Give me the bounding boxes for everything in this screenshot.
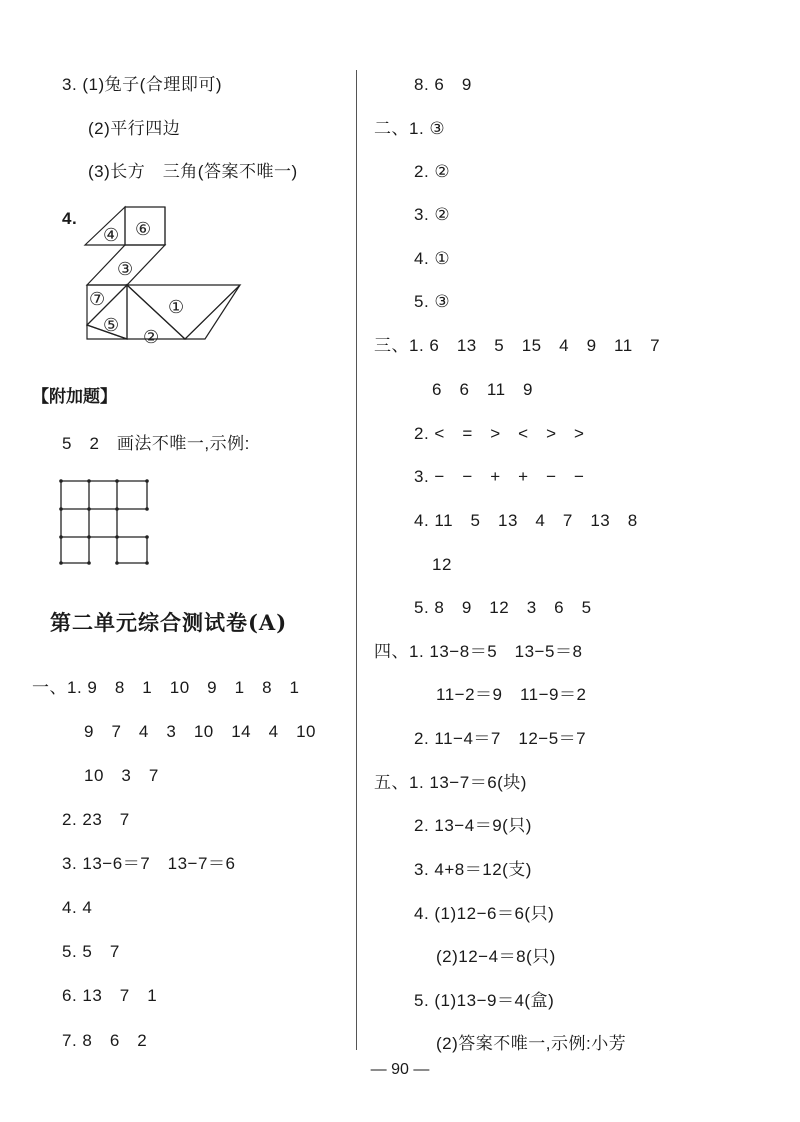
s5-q4-part1: 4. (1)12−6＝6(只) <box>414 904 555 923</box>
s5-q3: 3. 4+8＝12(支) <box>414 860 532 879</box>
s5-q4-part2: (2)12−4＝8(只) <box>436 947 556 966</box>
s2-q5: 5. ③ <box>414 292 451 311</box>
answer-3-1: 3. (1)兔子(合理即可) <box>62 75 222 94</box>
s4-q1-line1: 四、1. 13−8＝5 13−5＝8 <box>374 642 583 661</box>
s2-q4: 4. ① <box>414 249 451 268</box>
s1-q1-line1: 一、1. 9 8 1 10 9 1 8 1 <box>32 678 300 697</box>
s3-q1-line1: 三、1. 6 13 5 15 4 9 11 7 <box>374 336 661 355</box>
s1-q1-line3: 10 3 7 <box>84 766 159 785</box>
s3-q5: 5. 8 9 12 3 6 5 <box>414 598 592 617</box>
s5-q5-part1: 5. (1)13−9＝4(盒) <box>414 991 555 1010</box>
bonus-grid-drawing <box>58 478 154 566</box>
answer-3-2: (2)平行四边 <box>88 119 181 138</box>
s5-q2: 2. 13−4＝9(只) <box>414 816 532 835</box>
s3-q4-line2: 12 <box>432 555 452 574</box>
column-divider <box>356 70 357 1050</box>
s3-q2: 2. < = > < > > <box>414 424 585 443</box>
tangram-label-6: ⑥ <box>135 219 152 240</box>
tangram-label-7: ⑦ <box>89 289 106 310</box>
bonus-header: 【附加题】 <box>32 387 117 407</box>
unit-title: 第二单元综合测试卷(A) <box>50 610 288 635</box>
s1-q8: 8. 6 9 <box>414 75 472 94</box>
s5-q5-part2: (2)答案不唯一,示例:小芳 <box>436 1034 627 1053</box>
s1-q2: 2. 23 7 <box>62 810 130 829</box>
answer-3-3: (3)长方 三角(答案不唯一) <box>88 162 298 181</box>
s5-q1: 五、1. 13−7＝6(块) <box>374 773 527 792</box>
page-number: — 90 — <box>370 1061 430 1078</box>
tangram-label-2: ② <box>143 327 160 348</box>
bonus-answer: 5 2 画法不唯一,示例: <box>62 434 250 453</box>
s4-q2: 2. 11−4＝7 12−5＝7 <box>414 729 587 748</box>
s1-q7: 7. 8 6 2 <box>62 1031 148 1050</box>
s3-q1-line2: 6 6 11 9 <box>432 380 534 399</box>
s1-q6: 6. 13 7 1 <box>62 986 158 1005</box>
tangram-label-1: ① <box>168 297 185 318</box>
s2-q2: 2. ② <box>414 162 451 181</box>
tangram-label-4: ④ <box>103 225 120 246</box>
answer-4-label: 4. <box>62 209 78 228</box>
s1-q4: 4. 4 <box>62 898 93 917</box>
tangram-label-5: ⑤ <box>103 315 120 336</box>
s2-q3: 3. ② <box>414 205 451 224</box>
s1-q3: 3. 13−6＝7 13−7＝6 <box>62 854 236 873</box>
tangram-label-3: ③ <box>117 259 134 280</box>
s3-q4-line1: 4. 11 5 13 4 7 13 8 <box>414 511 638 530</box>
s4-q1-line2: 11−2＝9 11−9＝2 <box>436 685 587 704</box>
s3-q3: 3. − − + + − − <box>414 467 585 486</box>
s2-q1: 二、1. ③ <box>374 119 446 138</box>
s1-q5: 5. 5 7 <box>62 942 120 961</box>
s1-q1-line2: 9 7 4 3 10 14 4 10 <box>84 722 317 741</box>
tangram-duck <box>75 205 245 375</box>
tangram-figure <box>0 0 260 170</box>
